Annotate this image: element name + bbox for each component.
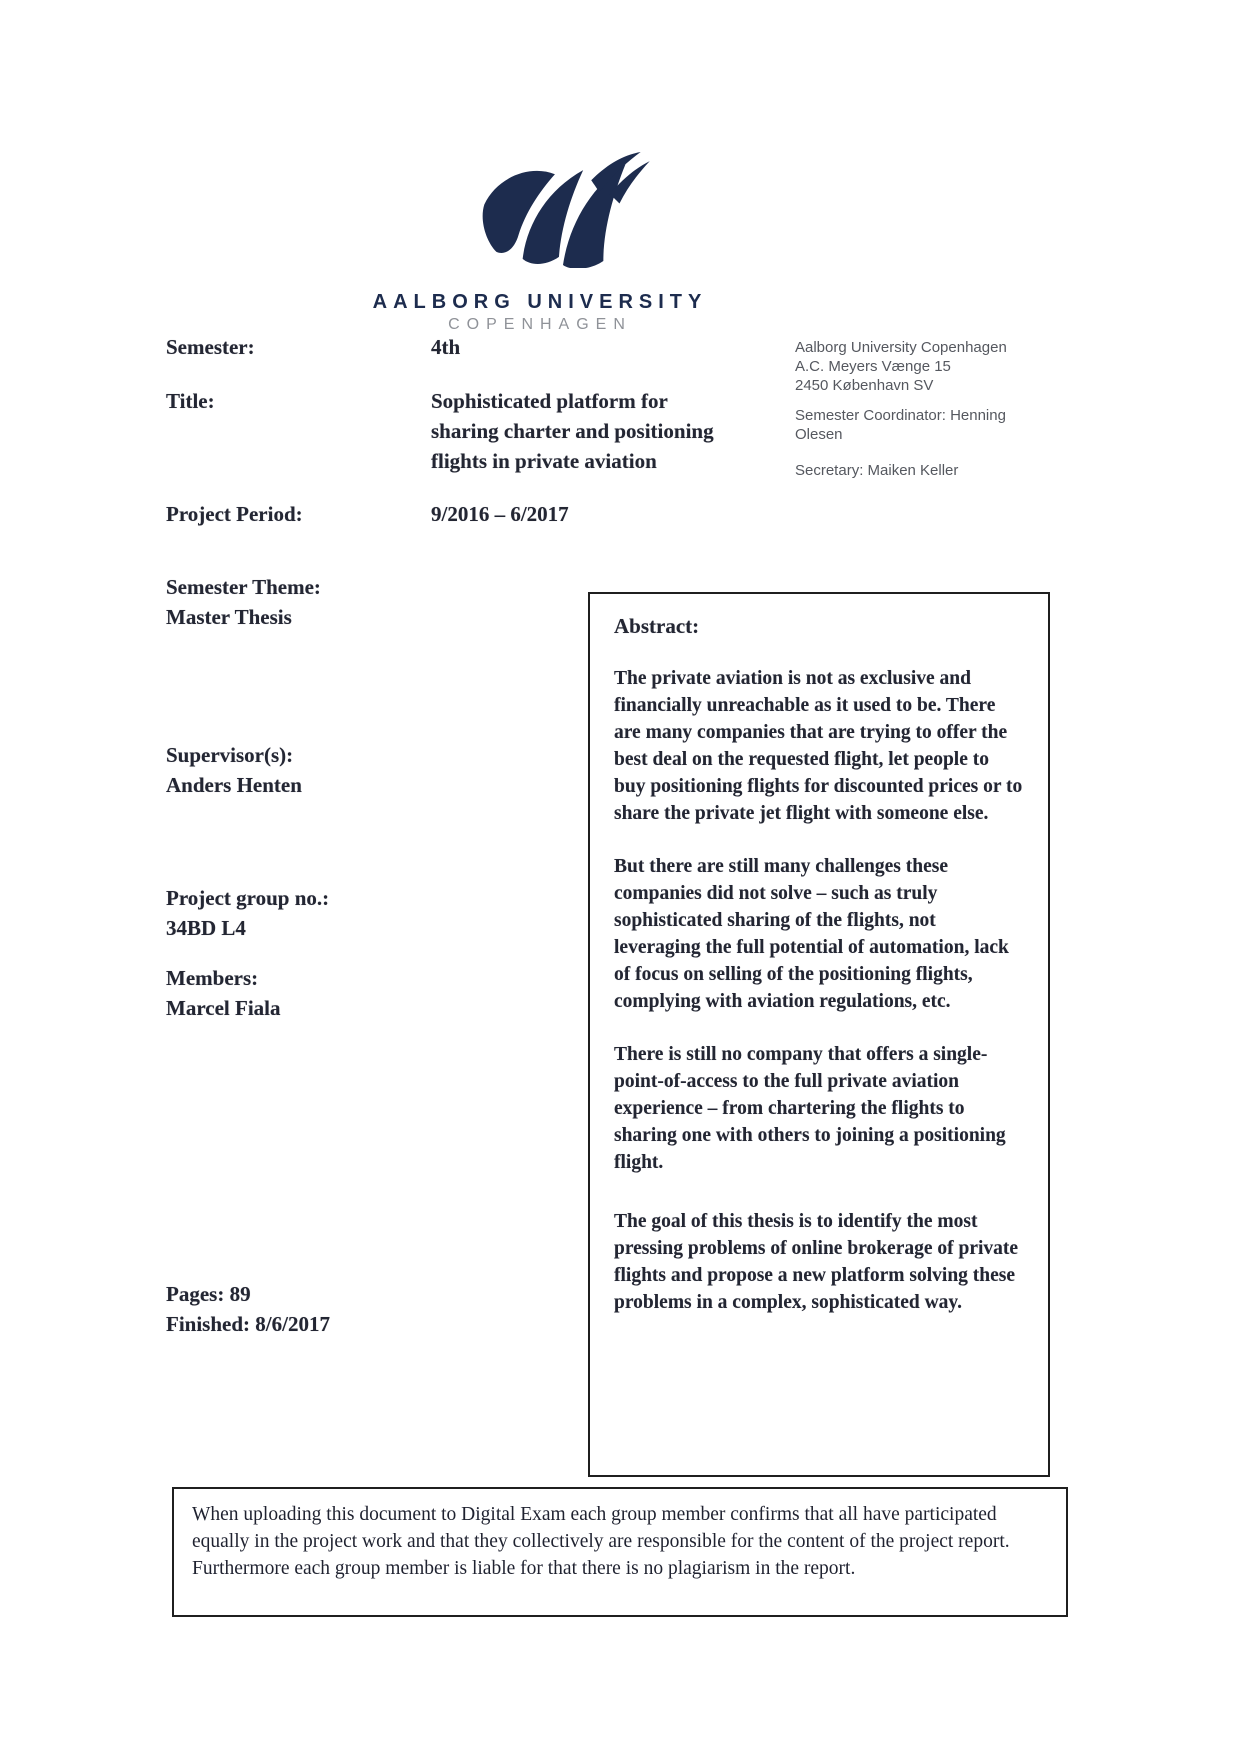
- semester-theme-value: Master Thesis: [166, 605, 292, 629]
- abstract-paragraph-2: But there are still many challenges these companies did not solve – such as truly sophisticated sharing of the flights, not leveraging the full potential of automation, lack of focus on selling of the positioning flights, complying with aviation regulations, etc.: [614, 856, 1009, 1012]
- project-period-label: Project Period:: [166, 502, 303, 526]
- members-block: [166, 963, 281, 1023]
- declaration-text: When uploading this document to Digital Exam each group member confirms that all have participated equally in the project work and that they collectively are responsible for the content of the project report. Furthermore each group member is liable for that there is no plagiarism in the report.: [192, 1504, 1010, 1579]
- pages-line: Pages: 89: [166, 1282, 251, 1306]
- semester-value: 4th: [431, 335, 461, 359]
- members-label: Members:: [166, 966, 259, 990]
- address-line-3: 2450 København SV: [795, 377, 934, 394]
- address-line-1: Aalborg University Copenhagen: [795, 339, 1007, 356]
- abstract-paragraph-4: The goal of this thesis is to identify the most pressing problems of online brokerage of private flights and propose a new platform solving these problems in a complex, sophisticated way.: [614, 1211, 1019, 1313]
- title-label: Title:: [166, 389, 215, 413]
- declaration-box: [172, 1487, 1068, 1617]
- university-address-block: [795, 338, 1035, 395]
- supervisor-label: Supervisor(s):: [166, 743, 294, 767]
- secretary: Secretary: Maiken Keller: [795, 462, 959, 479]
- title-value: Sophisticated platform for sharing charter and positioning flights in private aviation: [431, 389, 714, 473]
- abstract-paragraph-1: The private aviation is not as exclusive and financially unreachable as it used to be. There are many companies that are trying to offer the best deal on the requested flight, let people to buy positioning flights for discounted prices or to share the private jet flight with someone else.: [614, 668, 1023, 824]
- project-group-block: [166, 883, 329, 943]
- abstract-heading: Abstract:: [614, 614, 700, 638]
- semester-theme-block: [166, 572, 321, 632]
- pages-finished-block: [166, 1279, 330, 1339]
- abstract-paragraph-3: There is still no company that offers a single-point-of-access to the full private aviation experience – from chartering the flights to sharing one with others to joining a positioning flight.: [614, 1044, 1006, 1173]
- campus-wordmark: COPENHAGEN: [448, 316, 632, 333]
- project-group-label: Project group no.:: [166, 886, 330, 910]
- university-wordmark: AALBORG UNIVERSITY: [372, 291, 708, 313]
- address-line-2: A.C. Meyers Vænge 15: [795, 358, 951, 375]
- semester-label: Semester:: [166, 335, 255, 359]
- abstract-box: [588, 592, 1050, 1477]
- supervisor-block: [166, 740, 302, 800]
- aalborg-university-logo-icon: [478, 152, 650, 268]
- semester-coordinator: Semester Coordinator: Henning Olesen: [795, 407, 1006, 443]
- semester-theme-label: Semester Theme:: [166, 575, 321, 599]
- project-group-value: 34BD L4: [166, 916, 246, 940]
- project-period-value: 9/2016 – 6/2017: [431, 502, 569, 526]
- members-value: Marcel Fiala: [166, 996, 281, 1020]
- supervisor-value: Anders Henten: [166, 773, 302, 797]
- finished-line: Finished: 8/6/2017: [166, 1312, 330, 1336]
